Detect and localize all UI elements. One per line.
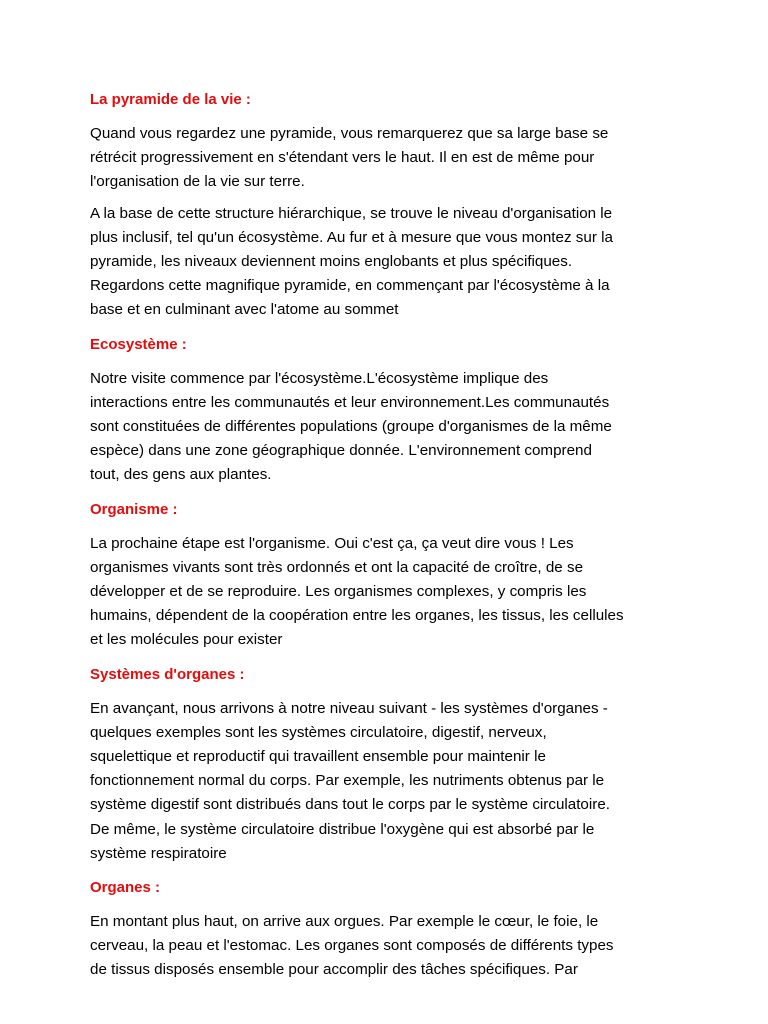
section-text-organisme: La prochaine étape est l'organisme. Oui c'est ça, ça veut dire vous ! Les organismes vivants sont très ordonnés et ont la capacité de croître, de se développer et de se reproduire. Les organismes complexes, y compris les humains, dépendent de la coopération entre les organes, les tissus, les cellules et les molécules pour exister <box>90 534 624 649</box>
intro-paragraph-2: A la base de cette structure hiérarchique, se trouve le niveau d'organisation le plus inclusif, tel qu'un écosystème. Au fur et à mesure que vous montez sur la pyramide, les niveaux deviennent moins englobants et plus spécifiques. Regardons cette magnifique pyramide, en commençant par l'écosystème à la base et en culminant avec l'atome au sommet <box>90 204 613 319</box>
section-text-ecosysteme: Notre visite commence par l'écosystème.L'écosystème implique des interactions entre les communautés et leur environnement.Les communautés sont constituées de différentes populations (groupe d'organismes de la même espèce) dans une zone géographique donnée. L'environnement comprend tout, des gens aux plantes. <box>90 369 612 484</box>
section-heading-systemes-organes: Systèmes d'organes : <box>90 665 245 683</box>
intro-paragraph-1: Quand vous regardez une pyramide, vous remarquerez que sa large base se rétrécit progressivement en s'étendant vers le haut. Il en est de même pour l'organisation de la vie sur terre. <box>90 125 609 191</box>
section-heading-organisme: Organisme : <box>90 500 178 518</box>
document-page <box>90 88 680 983</box>
section-heading-organes: Organes : <box>90 879 161 897</box>
section-text-organes: En montant plus haut, on arrive aux orgues. Par exemple le cœur, le foie, le cerveau, la peau et l'estomac. Les organes sont composés de différents types de tissus disposés ensemble pour accomplir des tâches spécifiques. Par <box>90 913 614 979</box>
section-text-systemes-organes: En avançant, nous arrivons à notre niveau suivant - les systèmes d'organes - quelques exemples sont les systèmes circulatoire, digestif, nerveux, squelettique et reproductif qui travaillent ensemble pour maintenir le fonctionnement normal du corps. Par exemple, les nutriments obtenus par le système digestif sont distribués dans tout le corps par le système circulatoire. De même, le système circulatoire distribue l'oxygène qui est absorbé par le système respiratoire <box>90 699 610 862</box>
section-heading-ecosysteme: Ecosystème : <box>90 335 187 353</box>
document-title: La pyramide de la vie : <box>90 91 251 108</box>
